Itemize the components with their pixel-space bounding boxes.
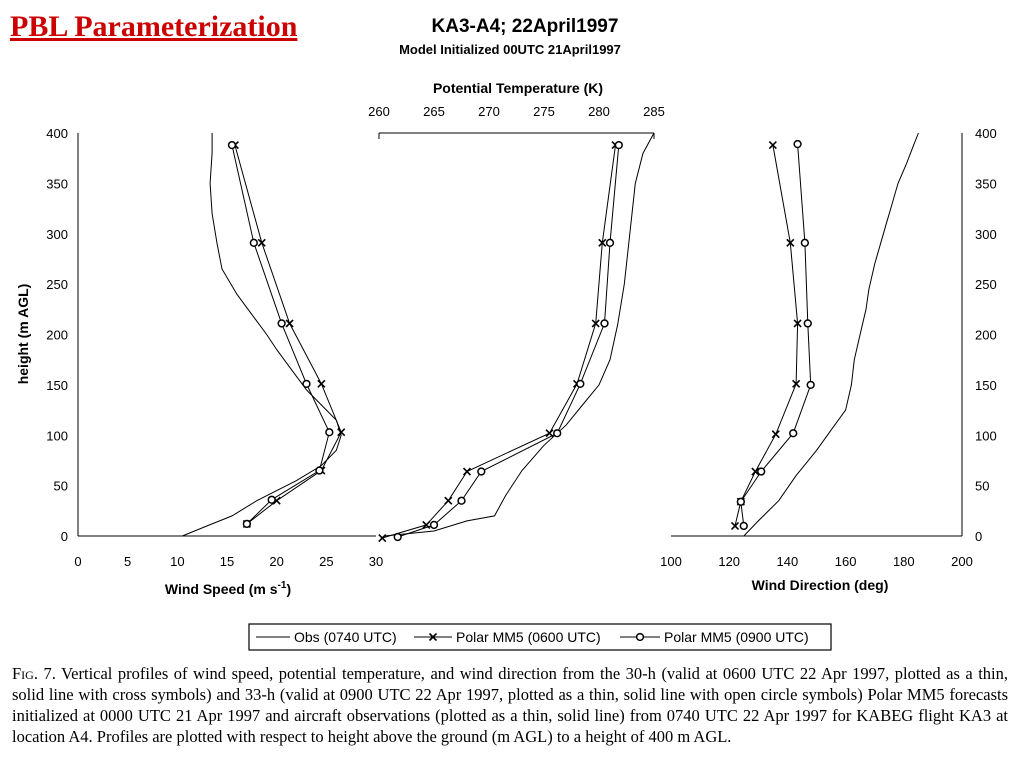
wind-direction-y-tick-label: 150 (975, 377, 997, 393)
wind-direction-y-tick-label: 400 (975, 126, 997, 141)
wind-direction-mm5-0900-point (740, 523, 747, 530)
potential-temperature-mm5-0600-point (379, 535, 386, 542)
potential-temperature-mm5-0600-line (382, 145, 615, 538)
potential-temperature-mm5-0900-point (607, 239, 614, 246)
wind-direction-mm5-0900-point (804, 320, 811, 327)
potential-temperature-mm5-0900-point (554, 430, 561, 437)
wind-speed-x-label-end: ) (286, 581, 292, 597)
potential-temperature-mm5-0600-point (464, 468, 471, 475)
wind-speed-mm5-0900-point (243, 521, 250, 528)
wind-speed-y-tick-label: 100 (46, 428, 68, 444)
potential-temperature-x-tick-label: 275 (533, 104, 555, 119)
potential-temperature-mm5-0900-point (431, 522, 438, 529)
wind-speed-mm5-0900-point (303, 380, 310, 387)
legend-label: Polar MM5 (0600 UTC) (456, 629, 601, 645)
wind-direction-y-tick-label: 200 (975, 327, 997, 343)
potential-temperature-x-tick-label: 270 (478, 104, 500, 119)
wind-speed-mm5-0600-line (235, 145, 341, 524)
wind-direction-panel (660, 126, 997, 593)
wind-speed-x-tick-label: 30 (368, 554, 384, 569)
wind-direction-mm5-0900-point (801, 239, 808, 246)
wind-direction-mm5-0900-point (758, 468, 765, 475)
wind-direction-mm5-0600-line (735, 145, 798, 526)
wind-direction-x-tick-label: 140 (776, 554, 799, 569)
potential-temperature-x-tick-label: 285 (643, 104, 665, 119)
wind-direction-y-tick-label: 0 (975, 529, 983, 544)
potential-temperature-obs-line (385, 133, 655, 536)
potential-temperature-mm5-0900-point (577, 380, 584, 387)
wind-direction-x-tick-label: 120 (718, 554, 741, 569)
wind-speed-x-label: Wind Speed (m $s^{-1}$) (164, 580, 292, 597)
wind-direction-mm5-0600-point (772, 431, 779, 438)
wind-direction-mm5-0900-point (790, 430, 797, 437)
potential-temperature-mm5-0900-point (615, 142, 622, 149)
wind-speed-mm5-0600-point (318, 380, 325, 387)
wind-speed-y-tick-label: 300 (46, 226, 68, 242)
potential-temperature-mm5-0900-point (478, 468, 485, 475)
wind-direction-y-tick-label: 250 (975, 277, 997, 293)
wind-direction-y-tick-label: 50 (975, 478, 990, 494)
wind-speed-x-tick-label: 5 (124, 554, 132, 569)
wind-speed-y-tick-label: 0 (60, 529, 68, 544)
wind-direction-x-tick-label: 100 (660, 554, 682, 569)
wind-direction-mm5-0900-line (741, 144, 811, 526)
wind-speed-obs-line (182, 133, 341, 536)
legend-circle-marker (637, 634, 644, 641)
wind-direction-x-label: Wind Direction (deg) (751, 577, 889, 593)
wind-direction-mm5-0900-point (807, 381, 814, 388)
wind-speed-y-tick-label: 350 (46, 176, 68, 192)
potential-temperature-x-tick-label: 260 (368, 104, 390, 119)
potential-temperature-x-label: Potential Temperature (K) (432, 80, 604, 96)
wind-direction-mm5-0900-point (737, 498, 744, 505)
wind-speed-x-label-superscript: -1 (277, 580, 287, 591)
wind-speed-mm5-0900-point (250, 239, 257, 246)
wind-direction-x-tick-label: 160 (834, 554, 857, 569)
page-title: PBL Parameterization (10, 10, 298, 43)
wind-direction-y-tick-label: 350 (975, 176, 997, 192)
legend-label: Obs (0740 UTC) (294, 629, 397, 645)
figure-caption (12, 663, 1008, 747)
wind-speed-mm5-0900-point (316, 467, 323, 474)
wind-speed-y-tick-label: 200 (46, 327, 68, 343)
potential-temperature-mm5-0900-point (394, 534, 401, 541)
potential-temperature-x-tick-label: 280 (588, 104, 610, 119)
wind-speed-y-tick-label: 50 (53, 478, 68, 494)
wind-speed-mm5-0900-point (326, 429, 333, 436)
potential-temperature-mm5-0900-line (398, 145, 619, 537)
wind-speed-mm5-0900-point (229, 142, 236, 149)
wind-direction-x-tick-label: 200 (951, 554, 973, 569)
wind-speed-mm5-0600-point (286, 320, 293, 327)
potential-temperature-mm5-0900-point (601, 320, 608, 327)
potential-temperature-x-tick-label: 265 (423, 104, 445, 119)
wind-direction-mm5-0600-point (732, 522, 739, 529)
wind-direction-y-tick-label: 300 (975, 226, 997, 242)
wind-speed-mm5-0900-point (268, 496, 275, 503)
wind-speed-y-label: height (m AGL) (15, 283, 31, 385)
caption-prefix: Fig. 7. (12, 664, 56, 683)
potential-temperature-panel (368, 80, 665, 542)
wind-direction-x-tick-label: 180 (892, 554, 915, 569)
legend-label: Polar MM5 (0900 UTC) (664, 629, 809, 645)
wind-speed-x-tick-label: 15 (219, 554, 235, 569)
wind-speed-x-tick-label: 0 (74, 554, 82, 569)
wind-speed-y-tick-label: 400 (46, 126, 68, 141)
wind-speed-panel (15, 126, 383, 597)
wind-speed-mm5-0900-line (232, 145, 329, 524)
wind-speed-y-tick-label: 150 (46, 377, 68, 393)
wind-speed-x-tick-label: 25 (319, 554, 334, 569)
wind-speed-y-tick-label: 250 (46, 277, 68, 293)
wind-speed-x-tick-label: 10 (170, 554, 185, 569)
figure-subtitle: Model Initialized 00UTC 21April1997 (399, 42, 621, 57)
figure-title: KA3-A4; 22April1997 (431, 16, 619, 37)
wind-direction-mm5-0900-point (794, 141, 801, 148)
wind-speed-mm5-0600-point (258, 239, 265, 246)
wind-speed-mm5-0900-point (278, 320, 285, 327)
potential-temperature-mm5-0900-point (458, 497, 465, 504)
wind-direction-obs-line (744, 133, 919, 536)
wind-direction-y-tick-label: 100 (975, 428, 997, 444)
wind-speed-x-tick-label: 20 (269, 554, 284, 569)
caption-text: Vertical profiles of wind speed, potential temperature, and wind direction from the 30-h (valid at 0600 UTC 22 Apr 1997, plotted as a thin, solid line with cross symbols) and 33-h (valid at 0900 UTC 22 Apr 1997, plotted as a thin, solid line with open circle symbols) Polar MM5 forecasts initialized at 0000 UTC 21 Apr 1997 and aircraft observations (plotted as a thin, solid line) from 0740 UTC 22 Apr 1997 for KABEG flight KA3 at location A4. Profiles are plotted with respect to height above the ground (m AGL) to a height of 400 m AGL. (12, 664, 1008, 746)
potential-temperature-mm5-0600-point (445, 497, 452, 504)
